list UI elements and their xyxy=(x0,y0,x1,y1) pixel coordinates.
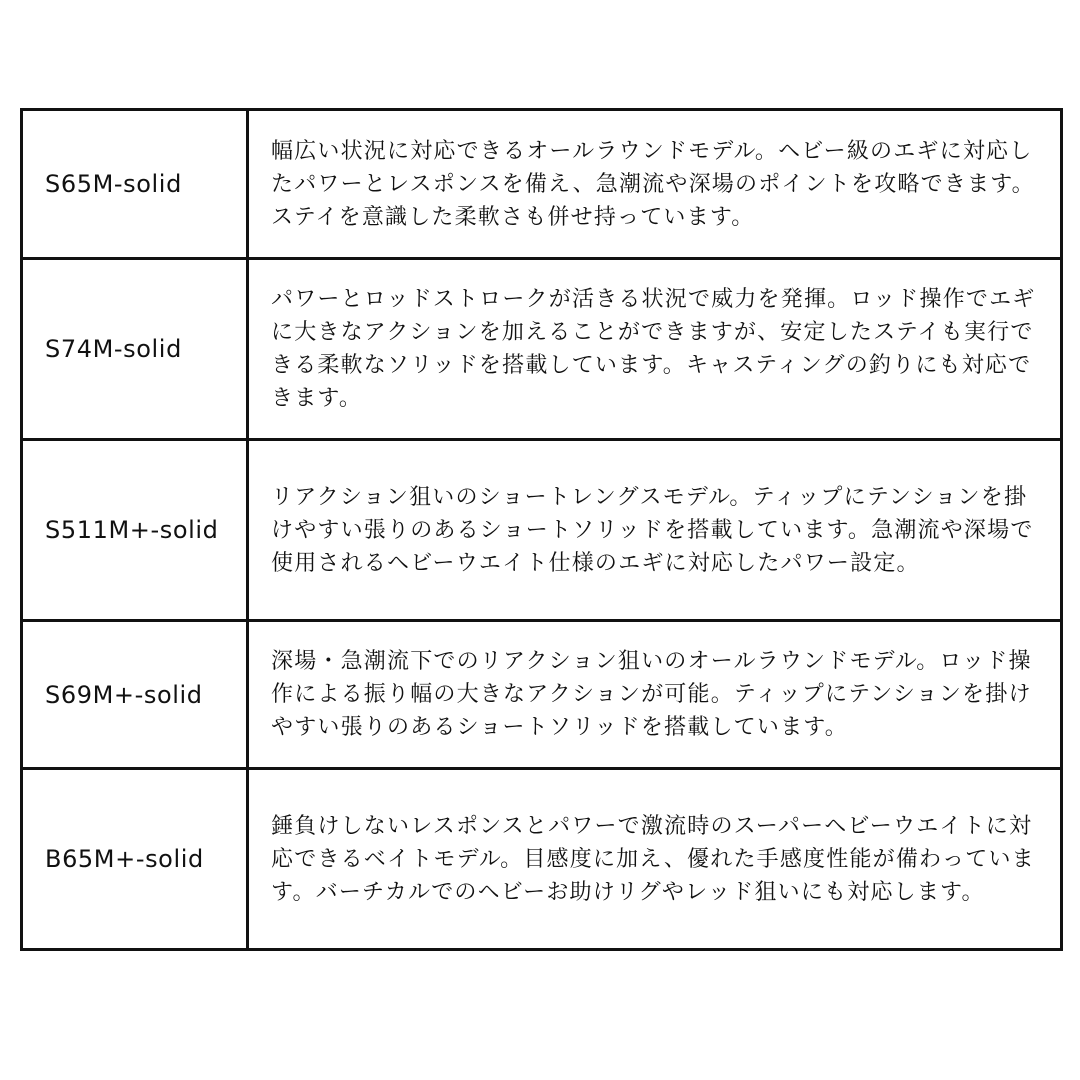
model-description-cell: 錘負けしないレスポンスとパワーで激流時のスーパーヘビーウエイトに対応できるベイトモデル。目感度に加え、優れた手感度性能が備わっています。バーチカルでのヘビーお助けリグやレッド狙いにも対応します。 xyxy=(248,769,1062,950)
table-row xyxy=(22,769,1062,950)
table-row xyxy=(22,621,1062,769)
table-row xyxy=(22,259,1062,440)
model-description-cell: リアクション狙いのショートレングスモデル。ティップにテンションを掛けやすい張りのあるショートソリッドを搭載しています。急潮流や深場で使用されるヘビーウエイト仕様のエギに対応したパワー設定。 xyxy=(248,440,1062,621)
table-row xyxy=(22,440,1062,621)
model-description-cell: パワーとロッドストロークが活きる状況で威力を発揮。ロッド操作でエギに大きなアクションを加えることができますが、安定したステイも実行できる柔軟なソリッドを搭載しています。キャスティングの釣りにも対応できます。 xyxy=(248,259,1062,440)
table-row xyxy=(22,110,1062,259)
model-description-cell: 幅広い状況に対応できるオールラウンドモデル。ヘビー級のエギに対応したパワーとレスポンスを備え、急潮流や深場のポイントを攻略できます。ステイを意識した柔軟さも併せ持っています。 xyxy=(248,110,1062,259)
model-spec-table xyxy=(20,108,1063,951)
model-name-cell: B65M+-solid xyxy=(22,769,248,950)
model-description-cell: 深場・急潮流下でのリアクション狙いのオールラウンドモデル。ロッド操作による振り幅の大きなアクションが可能。ティップにテンションを掛けやすい張りのあるショートソリッドを搭載しています。 xyxy=(248,621,1062,769)
model-name-cell: S65M-solid xyxy=(22,110,248,259)
model-name-cell: S69M+-solid xyxy=(22,621,248,769)
model-name-cell: S74M-solid xyxy=(22,259,248,440)
model-name-cell: S511M+-solid xyxy=(22,440,248,621)
